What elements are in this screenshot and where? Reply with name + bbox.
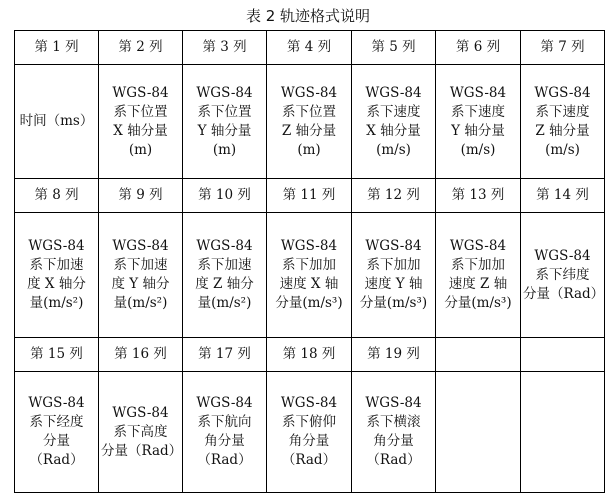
cell-text: WGS-84 系下横滚 角分量 （Rad） xyxy=(365,395,422,468)
header-row-1 xyxy=(15,31,605,65)
description-row-1 xyxy=(15,65,605,179)
trajectory-format-table xyxy=(14,30,605,493)
table-cell xyxy=(436,213,521,338)
column-header: 第 9 列 xyxy=(99,179,183,213)
column-header: 第 2 列 xyxy=(99,31,183,65)
table-cell xyxy=(521,213,605,338)
column-header: 第 14 列 xyxy=(521,179,605,213)
cell-text: WGS-84 系下加加 速度 Y 轴 分量(m/s³) xyxy=(359,238,428,311)
column-header xyxy=(521,338,605,372)
column-header: 第 4 列 xyxy=(267,31,352,65)
column-header: 第 1 列 xyxy=(15,31,99,65)
cell-text: WGS-84 系下位置 Z 轴分量 (m) xyxy=(280,84,338,158)
table-caption: 表 2 轨迹格式说明 xyxy=(245,7,371,25)
column-header: 第 7 列 xyxy=(521,31,605,65)
table-cell xyxy=(15,213,99,338)
column-header: 第 5 列 xyxy=(352,31,436,65)
column-header xyxy=(436,338,521,372)
cell-text: WGS-84 系下加速 度 Y 轴分 量(m/s²) xyxy=(111,238,170,311)
table-cell xyxy=(352,372,436,493)
table-cell xyxy=(521,372,605,493)
cell-text: WGS-84 系下速度 Z 轴分量 (m/s) xyxy=(534,84,591,158)
column-header: 第 16 列 xyxy=(99,338,183,372)
column-header: 第 19 列 xyxy=(352,338,436,372)
column-header: 第 18 列 xyxy=(267,338,352,372)
cell-text: WGS-84 系下高度 分量（Rad） xyxy=(101,404,183,459)
cell-text: WGS-84 系下速度 X 轴分量 (m/s) xyxy=(365,84,422,158)
table-cell xyxy=(15,65,99,179)
cell-text: WGS-84 系下加加 速度 X 轴 分量(m/s³) xyxy=(275,238,343,311)
table-cell xyxy=(183,372,267,493)
table-cell xyxy=(267,65,352,179)
table-cell xyxy=(15,372,99,493)
table-cell xyxy=(99,65,183,179)
table-cell xyxy=(352,213,436,338)
cell-text: 时间（ms） xyxy=(19,113,94,129)
table-cell xyxy=(267,213,352,338)
cell-text: WGS-84 系下纬度 分量（Rad） xyxy=(523,247,605,302)
column-header: 第 12 列 xyxy=(352,179,436,213)
table-cell xyxy=(267,372,352,493)
cell-text: WGS-84 系下加速 度 X 轴分 量(m/s²) xyxy=(27,238,86,311)
cell-text: WGS-84 系下位置 X 轴分量 (m) xyxy=(112,84,169,158)
column-header: 第 15 列 xyxy=(15,338,99,372)
column-header: 第 10 列 xyxy=(183,179,267,213)
cell-text: WGS-84 系下加速 度 Z 轴分 量(m/s²) xyxy=(195,238,254,311)
table-cell xyxy=(99,372,183,493)
table-cell xyxy=(352,65,436,179)
cell-text: WGS-84 系下速度 Y 轴分量 (m/s) xyxy=(449,84,507,158)
table-cell xyxy=(521,65,605,179)
column-header: 第 8 列 xyxy=(15,179,99,213)
table-cell xyxy=(183,65,267,179)
header-row-2 xyxy=(15,179,605,213)
cell-text: WGS-84 系下航向 角分量 （Rad） xyxy=(196,395,253,468)
table-cell xyxy=(436,65,521,179)
cell-text: WGS-84 系下俯仰 角分量 （Rad） xyxy=(280,395,338,468)
column-header: 第 6 列 xyxy=(436,31,521,65)
table-cell xyxy=(183,213,267,338)
description-row-2 xyxy=(15,213,605,338)
column-header: 第 17 列 xyxy=(183,338,267,372)
cell-text: WGS-84 系下经度 分量 （Rad） xyxy=(28,395,85,468)
table-cell xyxy=(436,372,521,493)
table-cell xyxy=(99,213,183,338)
column-header: 第 3 列 xyxy=(183,31,267,65)
column-header: 第 13 列 xyxy=(436,179,521,213)
cell-text: WGS-84 系下位置 Y 轴分量 (m) xyxy=(196,84,253,158)
description-row-3 xyxy=(15,372,605,493)
column-header: 第 11 列 xyxy=(267,179,352,213)
header-row-3 xyxy=(15,338,605,372)
cell-text: WGS-84 系下加加 速度 Z 轴 分量(m/s³) xyxy=(444,238,512,311)
